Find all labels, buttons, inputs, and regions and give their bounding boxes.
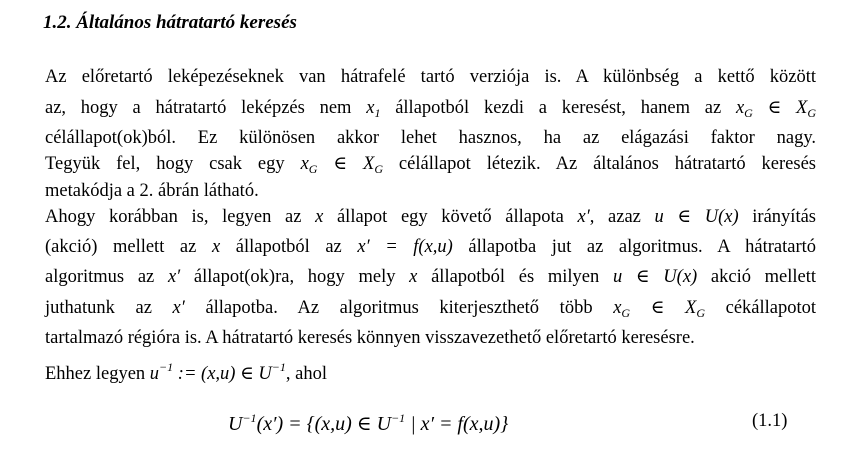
math-u-inverse-def: $u^{-1}$ := (x,u) ∈ $U^{-1}$ [149,360,286,384]
equation-number: (1.1) [752,411,788,431]
paragraph-line-1: Az előretartó leképezéseknek van hátrafelé tartó verziója is. A különbség a kettő között [45,67,816,87]
paragraph-line-2: az, hogy a hátratartó leképzés nem $x_1$ állapotból kezdi a keresést, hanem az $x_G$ ∈ $X_G$ [45,98,817,120]
paragraph-line-6: Ahogy korábban is, legyen az x állapot egy követő állapota x′, azaz u ∈ U(x) irányítás [45,207,816,227]
paragraph-line-4: Tegyük fel, hogy csak egy $x_G$ ∈ $X_G$ célállapot létezik. Az általános hátratartó keresés [45,154,816,176]
paragraph-line-3: célállapot(ok)ból. Ez különösen akkor lehet hasznos, ha az elágazási faktor nagy. [45,128,816,148]
paragraph-line-10: tartalmazó régióra is. A hátratartó keresés könnyen visszavezethető előretartó keresésre. [45,328,695,348]
math-u-in-Ux: u ∈ U(x) [654,207,739,227]
math-x1: $x_1$ [366,98,381,120]
paragraph-line-7: (akció) mellett az x állapotból az x′ = f(x,u) állapotba jut az algoritmus. A hátratartó [45,237,817,257]
math-xg-in-XG: $x_G$ ∈ $X_G$ [735,98,817,120]
paragraph-line-11: Ehhez legyen $u^{-1}$ := (x,u) ∈ $U^{-1}$, ahol [45,360,327,384]
equation-1-1: $U^{-1}(x') = \{(x,u)$ ∈ $U^{-1}$ | x′ = f(x,u)} [228,411,509,435]
paragraph-line-9: juthatunk az x′ állapotba. Az algoritmus kiterjeszthető több $x_G$ ∈ $X_G$ cékállapotot [45,298,817,320]
paragraph-line-5: metakódja a 2. ábrán látható. [45,181,259,201]
paragraph-line-8: algoritmus az x′ állapot(ok)ra, hogy mely x állapotból és milyen u ∈ U(x) akció mellett [45,267,817,287]
math-xg-in-XG: $x_G$ ∈ $X_G$ [300,154,383,176]
section-heading: 1.2. Általános hátratartó keresés [43,12,297,33]
math-transition: x′ = f(x,u) [357,237,453,257]
